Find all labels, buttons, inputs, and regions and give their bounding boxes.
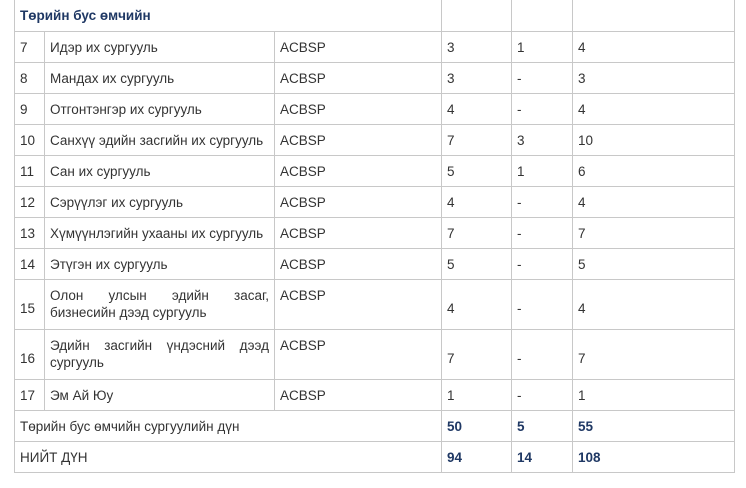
table-row: [15, 63, 735, 94]
subtotal-row: [15, 411, 735, 442]
count-total: 4: [573, 187, 735, 218]
row-number: 9: [15, 94, 45, 125]
total-total: 108: [573, 442, 735, 473]
count-b: -: [512, 380, 573, 411]
university-name: Олон улсын эдийн засаг, бизнесийн дээд сургууль: [45, 280, 275, 330]
subtotal-label: Төрийн бус өмчийн сургуулийн дүн: [15, 411, 442, 442]
universities-table: [14, 0, 735, 473]
count-a: 7: [442, 125, 512, 156]
row-number: 17: [15, 380, 45, 411]
count-total: 3: [573, 63, 735, 94]
count-total: 5: [573, 249, 735, 280]
count-total: 4: [573, 280, 735, 330]
count-b: -: [512, 249, 573, 280]
row-number: 8: [15, 63, 45, 94]
table-row: [15, 156, 735, 187]
total-label: НИЙТ ДҮН: [15, 442, 442, 473]
count-a: 7: [442, 218, 512, 249]
table-row: [15, 125, 735, 156]
subtotal-a: 50: [442, 411, 512, 442]
table-row: [15, 330, 735, 380]
row-number: 12: [15, 187, 45, 218]
count-b: 1: [512, 156, 573, 187]
table-cell: [512, 0, 573, 32]
accreditation: ACBSP: [275, 156, 442, 187]
count-total: 1: [573, 380, 735, 411]
table-cell: [573, 0, 735, 32]
count-b: -: [512, 218, 573, 249]
university-name: Этүгэн их сургууль: [45, 249, 275, 280]
count-a: 3: [442, 32, 512, 63]
subtotal-total: 55: [573, 411, 735, 442]
count-b: 1: [512, 32, 573, 63]
count-a: 5: [442, 156, 512, 187]
row-number: 14: [15, 249, 45, 280]
accreditation: ACBSP: [275, 218, 442, 249]
count-total: 10: [573, 125, 735, 156]
count-b: 3: [512, 125, 573, 156]
count-total: 6: [573, 156, 735, 187]
table-row: [15, 187, 735, 218]
count-b: -: [512, 330, 573, 380]
count-a: 1: [442, 380, 512, 411]
row-number: 16: [15, 330, 45, 380]
university-name: Санхүү эдийн засгийн их сургууль: [45, 125, 275, 156]
table-row: [15, 380, 735, 411]
count-a: 4: [442, 94, 512, 125]
accreditation: ACBSP: [275, 187, 442, 218]
university-name: Сэрүүлэг их сургууль: [45, 187, 275, 218]
accreditation: ACBSP: [275, 280, 442, 330]
table-row: [15, 280, 735, 330]
count-b: -: [512, 187, 573, 218]
university-name: Сан их сургууль: [45, 156, 275, 187]
count-a: 4: [442, 280, 512, 330]
row-number: 11: [15, 156, 45, 187]
table-row: [15, 32, 735, 63]
accreditation: ACBSP: [275, 63, 442, 94]
accreditation: ACBSP: [275, 330, 442, 380]
university-name: Эдийн засгийн үндэсний дээд сургууль: [45, 330, 275, 380]
section-header-row: [15, 0, 735, 32]
university-name: Отгонтэнгэр их сургууль: [45, 94, 275, 125]
count-a: 3: [442, 63, 512, 94]
section-title: Төрийн бус өмчийн: [15, 0, 442, 32]
table-row: [15, 94, 735, 125]
university-name: Эм Ай Юу: [45, 380, 275, 411]
table-row: [15, 249, 735, 280]
count-total: 7: [573, 218, 735, 249]
total-a: 94: [442, 442, 512, 473]
accreditation: ACBSP: [275, 380, 442, 411]
row-number: 15: [15, 280, 45, 330]
total-b: 14: [512, 442, 573, 473]
row-number: 7: [15, 32, 45, 63]
row-number: 10: [15, 125, 45, 156]
count-a: 7: [442, 330, 512, 380]
count-b: -: [512, 280, 573, 330]
accreditation: ACBSP: [275, 249, 442, 280]
count-a: 4: [442, 187, 512, 218]
count-b: -: [512, 94, 573, 125]
accreditation: ACBSP: [275, 32, 442, 63]
subtotal-b: 5: [512, 411, 573, 442]
row-number: 13: [15, 218, 45, 249]
count-total: 7: [573, 330, 735, 380]
count-total: 4: [573, 32, 735, 63]
university-name: Идэр их сургууль: [45, 32, 275, 63]
count-a: 5: [442, 249, 512, 280]
table-cell: [442, 0, 512, 32]
count-total: 4: [573, 94, 735, 125]
accreditation: ACBSP: [275, 125, 442, 156]
accreditation: ACBSP: [275, 94, 442, 125]
count-b: -: [512, 63, 573, 94]
university-name: Хүмүүнлэгийн ухааны их сургууль: [45, 218, 275, 249]
university-name: Мандах их сургууль: [45, 63, 275, 94]
table-row: [15, 218, 735, 249]
total-row: [15, 442, 735, 473]
